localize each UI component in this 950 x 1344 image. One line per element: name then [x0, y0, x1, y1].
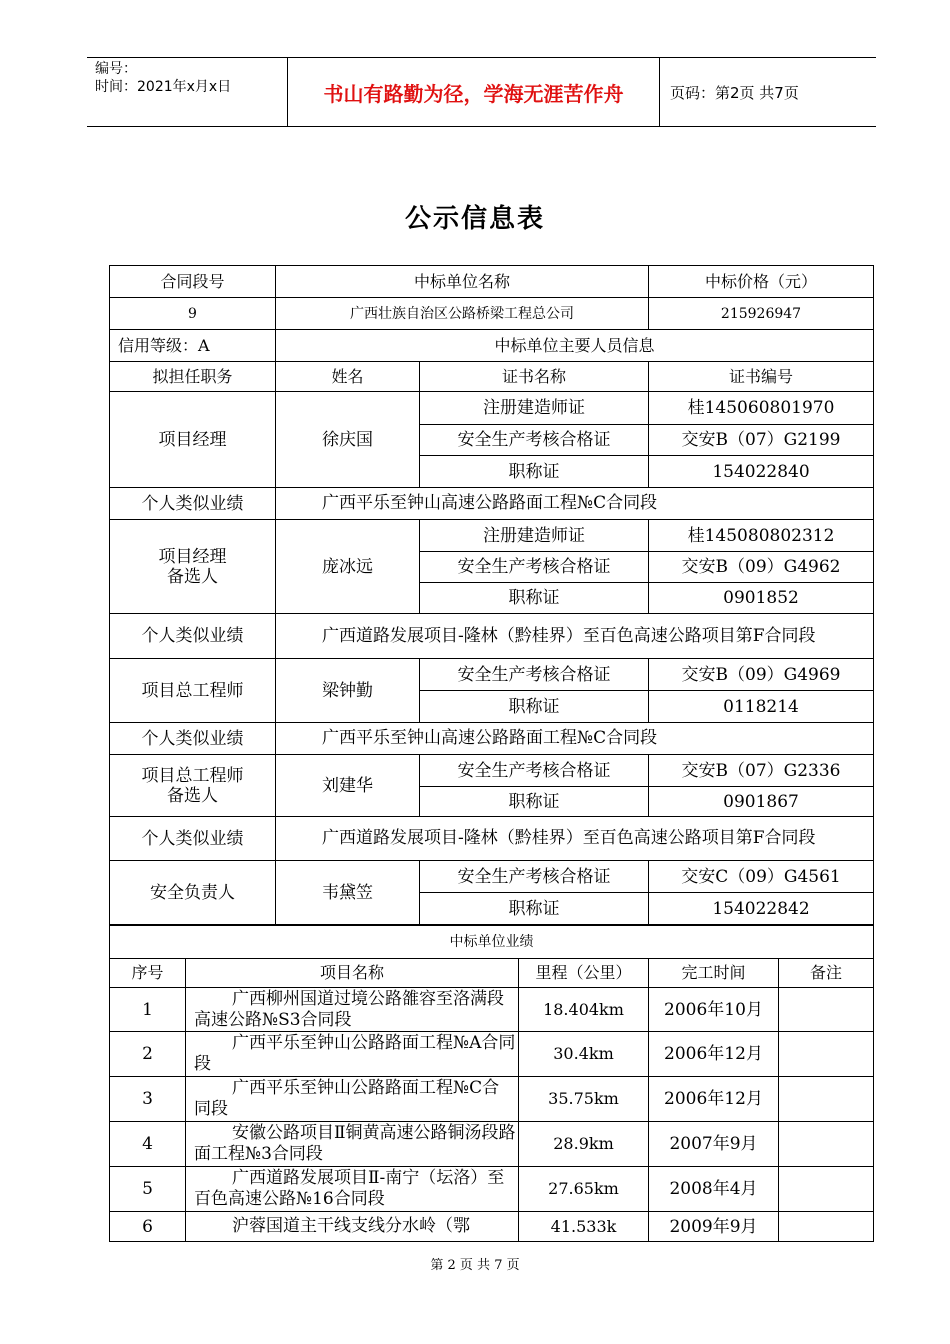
table-row	[110, 1212, 874, 1242]
row-project-name: 沪蓉国道主干线支线分水岭（鄂	[186, 1212, 519, 1242]
row-done: 2007年9月	[649, 1122, 779, 1167]
row-project-name: 广西平乐至钟山公路路面工程№A合同段	[186, 1032, 519, 1077]
performance-label: 个人类似业绩	[110, 614, 276, 659]
header-cert-no: 证书编号	[649, 362, 874, 392]
person-role: 安全负责人	[110, 861, 276, 925]
role-line: 备选人	[167, 785, 218, 806]
cert-name: 安全生产考核合格证	[420, 425, 649, 456]
header-name: 姓名	[276, 362, 420, 392]
person-role: 项目总工程师	[110, 659, 276, 723]
performance-text: 广西道路发展项目-隆林（黔桂界）至百色高速公路项目第F合同段	[276, 614, 874, 659]
row-project-name: 广西平乐至钟山公路路面工程№C合同段	[186, 1077, 519, 1122]
row-done: 2006年10月	[649, 988, 779, 1032]
row-length: 30.4km	[519, 1032, 649, 1077]
row-note	[779, 1212, 874, 1242]
row-length: 35.75km	[519, 1077, 649, 1122]
cert-name: 职称证	[420, 583, 649, 614]
role-line: 项目经理	[158, 546, 227, 567]
cert-name: 职称证	[420, 456, 649, 488]
date-label: 时间：2021年x月x日	[95, 79, 232, 95]
row-done: 2006年12月	[649, 1077, 779, 1122]
header-done: 完工时间	[649, 959, 779, 988]
header-meta	[87, 58, 287, 126]
cert-name: 注册建造师证	[420, 520, 649, 552]
row-project-name: 广西道路发展项目Ⅱ-南宁（坛洛）至百色高速公路№16合同段	[186, 1167, 519, 1212]
document-title: 公示信息表	[404, 204, 545, 234]
row-no: 1	[110, 988, 186, 1032]
cert-no: 交安C（09）G4561	[649, 861, 874, 893]
header-price: 中标价格（元）	[649, 266, 874, 298]
header-project-name: 项目名称	[186, 959, 519, 988]
cert-name: 职称证	[420, 691, 649, 723]
row-project-name: 安徽公路项目Ⅱ铜黄高速公路铜汤段路面工程№3合同段	[186, 1122, 519, 1167]
cert-no: 桂145080802312	[649, 520, 874, 552]
row-no: 5	[110, 1167, 186, 1212]
table-row	[110, 988, 874, 1032]
performance-text: 广西平乐至钟山高速公路路面工程№C合同段	[276, 488, 874, 520]
row-length: 18.404km	[519, 988, 649, 1032]
cert-name: 安全生产考核合格证	[420, 659, 649, 691]
row-project-name: 广西柳州国道过境公路雒容至洛满段高速公路№S3合同段	[186, 988, 519, 1032]
row-no: 6	[110, 1212, 186, 1242]
cert-name: 安全生产考核合格证	[420, 861, 649, 893]
performance-text: 广西道路发展项目-隆林（黔桂界）至百色高速公路项目第F合同段	[276, 817, 874, 861]
row-done: 2008年4月	[649, 1167, 779, 1212]
person-name: 徐庆国	[276, 392, 420, 488]
page-header	[87, 57, 876, 127]
header-cert: 证书名称	[420, 362, 649, 392]
person-name: 韦黛笠	[276, 861, 420, 925]
person-role	[110, 520, 276, 614]
cert-name: 安全生产考核合格证	[420, 552, 649, 583]
cert-name: 安全生产考核合格证	[420, 755, 649, 787]
role-line: 备选人	[167, 566, 218, 587]
cert-name: 注册建造师证	[420, 392, 649, 425]
person-role: 项目经理	[110, 392, 276, 488]
row-no: 4	[110, 1122, 186, 1167]
cert-no: 交安B（09）G4969	[649, 659, 874, 691]
header-section: 合同段号	[110, 266, 276, 298]
header-no: 序号	[110, 959, 186, 988]
table-row	[110, 1167, 874, 1212]
person-name: 梁钟勤	[276, 659, 420, 723]
info-table	[109, 265, 874, 925]
cert-no: 0901852	[649, 583, 874, 614]
number-label: 编号：	[95, 61, 137, 77]
cert-name: 职称证	[420, 787, 649, 817]
row-note	[779, 988, 874, 1032]
projects-table	[109, 925, 874, 1242]
row-length: 41.533k	[519, 1212, 649, 1242]
row-length: 28.9km	[519, 1122, 649, 1167]
person-name: 庞冰远	[276, 520, 420, 614]
table-row	[110, 1077, 874, 1122]
bid-price: 215926947	[649, 298, 874, 330]
projects-title: 中标单位业绩	[110, 926, 874, 959]
row-length: 27.65km	[519, 1167, 649, 1212]
performance-label: 个人类似业绩	[110, 817, 276, 861]
cert-no: 交安B（09）G4962	[649, 552, 874, 583]
header-motto: 书山有路勤为径，学海无涯苦作舟	[287, 58, 660, 126]
cert-no: 桂145060801970	[649, 392, 874, 425]
row-note	[779, 1077, 874, 1122]
performance-text: 广西平乐至钟山高速公路路面工程№C合同段	[276, 723, 874, 755]
row-note	[779, 1122, 874, 1167]
performance-label: 个人类似业绩	[110, 723, 276, 755]
cert-no: 154022842	[649, 893, 874, 925]
header-company: 中标单位名称	[276, 266, 649, 298]
credit-level: 信用等级：A	[110, 330, 276, 362]
header-note: 备注	[779, 959, 874, 988]
personnel-title: 中标单位主要人员信息	[276, 330, 874, 362]
row-note	[779, 1032, 874, 1077]
header-length: 里程（公里）	[519, 959, 649, 988]
row-done: 2006年12月	[649, 1032, 779, 1077]
table-row	[110, 1122, 874, 1167]
table-row	[110, 1032, 874, 1077]
header-role: 拟担任职务	[110, 362, 276, 392]
person-role	[110, 755, 276, 817]
cert-name: 职称证	[420, 893, 649, 925]
performance-label: 个人类似业绩	[110, 488, 276, 520]
page-footer: 第 2 页 共 7 页	[430, 1258, 520, 1273]
company-name: 广西壮族自治区公路桥梁工程总公司	[276, 298, 649, 330]
role-line: 项目总工程师	[141, 765, 244, 786]
row-no: 2	[110, 1032, 186, 1077]
cert-no: 0118214	[649, 691, 874, 723]
row-done: 2009年9月	[649, 1212, 779, 1242]
header-page-number: 页码：第2页 共7页	[670, 83, 799, 102]
cert-no: 154022840	[649, 456, 874, 488]
cert-no: 交安B（07）G2199	[649, 425, 874, 456]
person-name: 刘建华	[276, 755, 420, 817]
cert-no: 0901867	[649, 787, 874, 817]
row-no: 3	[110, 1077, 186, 1122]
section-number: 9	[110, 298, 276, 330]
cert-no: 交安B（07）G2336	[649, 755, 874, 787]
row-note	[779, 1167, 874, 1212]
